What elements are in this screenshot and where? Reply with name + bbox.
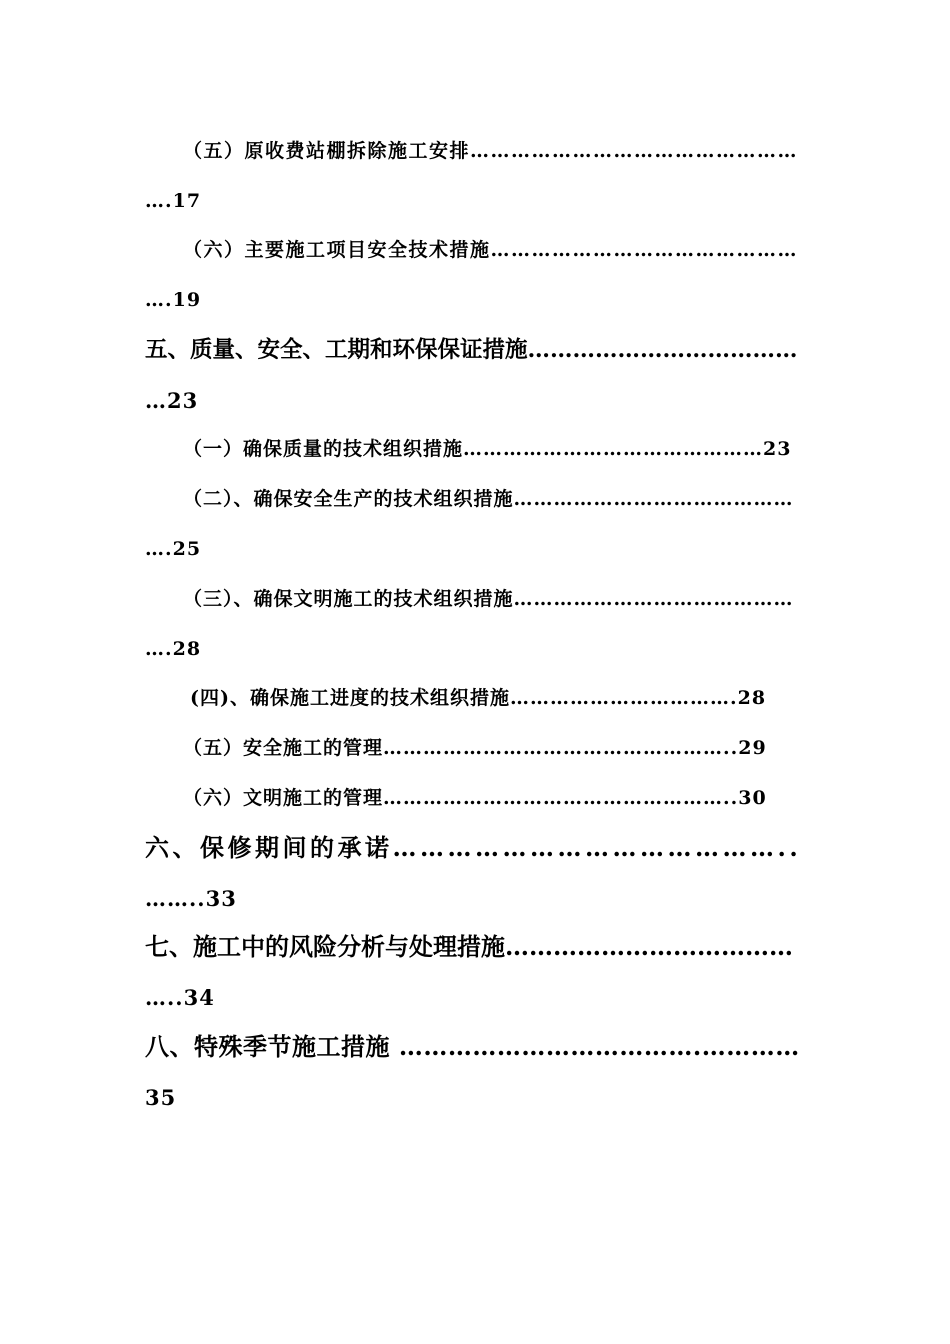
- toc-entry-5-page: ….25: [145, 538, 202, 560]
- toc-entry-3-line1: 五、质量、安全、工期和环保保证措施………………………………: [145, 337, 798, 363]
- toc-entry-5-line1: （二）、确保安全生产的技术组织措施……………………………………: [183, 488, 794, 510]
- toc-entry-8-line1: （五）安全施工的管理……………………………………………..29: [183, 737, 767, 759]
- toc-entry-7-line1: (四)、确保施工进度的技术组织措施…………………………….28: [190, 687, 767, 709]
- toc-entry-6-page: ….28: [145, 638, 202, 660]
- toc-entry-9-line1: （六）文明施工的管理……………………………………………..30: [183, 787, 767, 809]
- toc-entry-10-line1: 六、保修期间的承诺……………………………………..: [145, 833, 802, 862]
- toc-entry-11-line1: 七、施工中的风险分析与处理措施………………………………: [145, 932, 793, 961]
- toc-entry-3-page: …23: [145, 388, 199, 413]
- toc-entry-6-line1: （三）、确保文明施工的技术组织措施……………………………………: [183, 588, 794, 610]
- toc-entry-2-page: ….19: [145, 289, 202, 311]
- toc-entry-12-line1: 八、特殊季节施工措施 ……………………………….…………: [145, 1032, 800, 1061]
- toc-entry-11-page: …..34: [145, 985, 215, 1010]
- toc-entry-1-line1: （五）原收费站棚拆除施工安排…………………………………………: [183, 140, 799, 162]
- toc-entry-4-line1: （一）确保质量的技术组织措施………………………………………23: [183, 438, 792, 460]
- toc-entry-12-page: 35: [145, 1085, 177, 1110]
- toc-entry-2-line1: （六）主要施工项目安全技术措施………………………………………: [183, 239, 799, 261]
- toc-entry-10-page: ……..33: [145, 886, 237, 911]
- toc-entry-1-page: ….17: [145, 190, 202, 212]
